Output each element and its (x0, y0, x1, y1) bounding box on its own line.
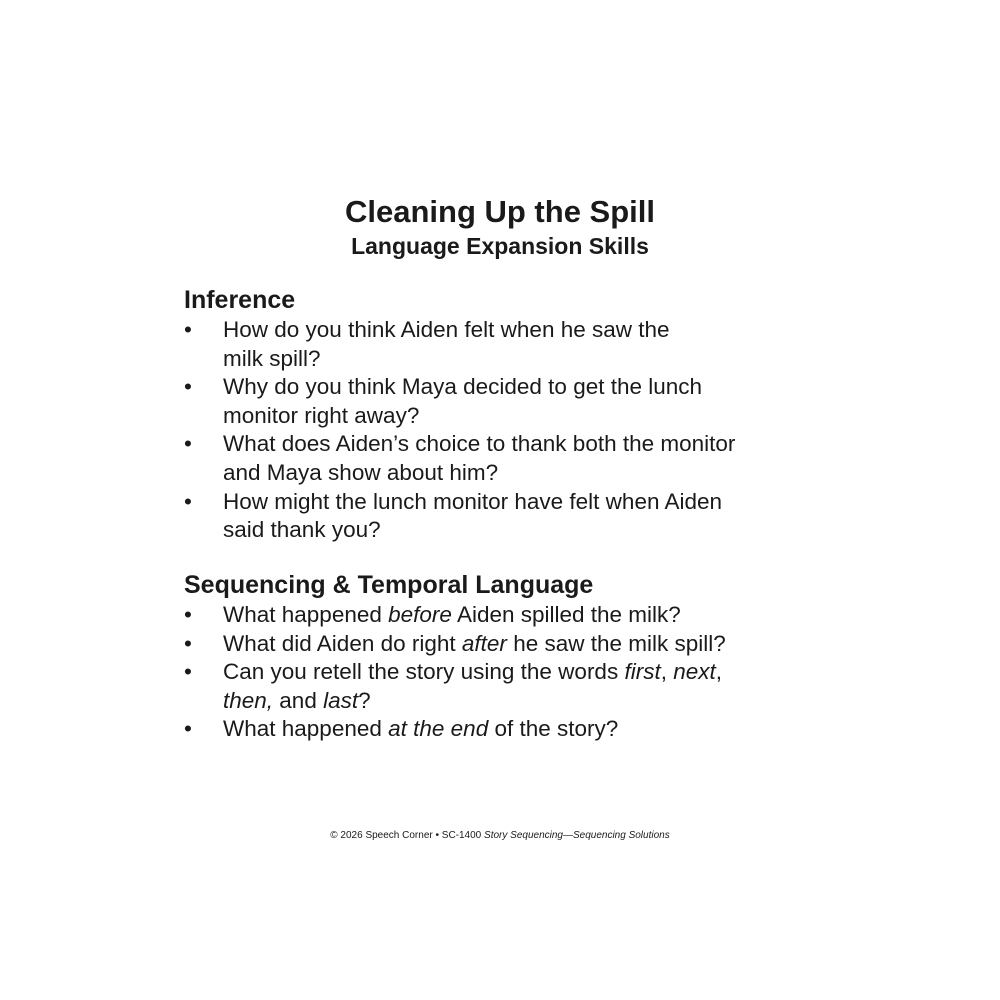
question-item (184, 373, 824, 430)
bullet-icon: • (184, 488, 192, 514)
text-segment: Can you retell the story using the words (223, 659, 625, 685)
text-segment: Why do you think Maya decided to get the lunch (223, 374, 703, 400)
page-title: Cleaning Up the Spill (344, 194, 655, 229)
question-item (184, 488, 824, 545)
text-segment: How might the lunch monitor have felt when Aiden (223, 488, 723, 514)
footer-product-title: Story Sequencing—Sequencing Solutions (484, 830, 670, 841)
text-segment: he saw the milk spill? (506, 630, 726, 656)
emphasized-text: then, (223, 687, 274, 713)
bullet-icon: • (184, 716, 192, 742)
emphasized-text: next (673, 659, 716, 685)
emphasized-text: last (323, 687, 359, 713)
emphasized-text: first (624, 659, 661, 685)
text-segment: Aiden spilled the milk? (451, 602, 681, 627)
bullet-icon: • (184, 630, 192, 656)
text-segment: of the story? (488, 716, 619, 742)
text-segment: milk spill? (223, 345, 321, 371)
text-segment: monitor right away? (223, 402, 420, 428)
inference-section (184, 284, 824, 545)
question-text (223, 317, 670, 371)
question-text (223, 431, 735, 485)
question-text (223, 716, 618, 741)
question-item (184, 715, 824, 744)
sequencing-section (184, 569, 824, 744)
text-segment: , (715, 659, 723, 685)
question-text (223, 489, 722, 543)
question-list (184, 316, 824, 545)
question-item (184, 316, 824, 373)
text-segment: How do you think Aiden felt when he saw the (223, 317, 670, 342)
emphasized-text: before (388, 602, 452, 627)
copyright-footer (0, 829, 1000, 843)
page-header (0, 193, 1000, 261)
question-item (184, 630, 824, 659)
bullet-icon: • (184, 659, 192, 685)
question-list (184, 601, 824, 744)
section-heading: Sequencing & Temporal Language (184, 571, 594, 599)
bullet-icon: • (184, 602, 192, 627)
emphasized-text: at the end (388, 716, 489, 742)
bullet-icon: • (184, 431, 192, 457)
section-heading: Inference (184, 286, 296, 314)
question-text (223, 374, 702, 428)
bullet-icon: • (184, 374, 192, 400)
text-segment: , (660, 659, 674, 685)
question-item (184, 658, 824, 715)
text-segment: and Maya show about him? (223, 459, 499, 485)
question-item (184, 601, 824, 630)
emphasized-text: after (461, 630, 507, 656)
text-segment: What did Aiden do right (223, 630, 462, 656)
question-text (223, 659, 722, 713)
text-segment: What happened (223, 716, 389, 742)
question-text (223, 631, 726, 656)
text-segment: said thank you? (223, 517, 381, 543)
bullet-icon: • (184, 317, 192, 342)
question-item (184, 430, 824, 487)
text-segment: What happened (223, 602, 389, 627)
footer-text: © 2026 Speech Corner • SC-1400 (330, 830, 485, 841)
text-segment: What does Aiden’s choice to thank both the monitor (223, 431, 736, 457)
text-segment: and (273, 687, 324, 713)
page-subtitle: Language Expansion Skills (351, 233, 649, 259)
text-segment: ? (358, 687, 371, 713)
question-text (223, 602, 681, 627)
